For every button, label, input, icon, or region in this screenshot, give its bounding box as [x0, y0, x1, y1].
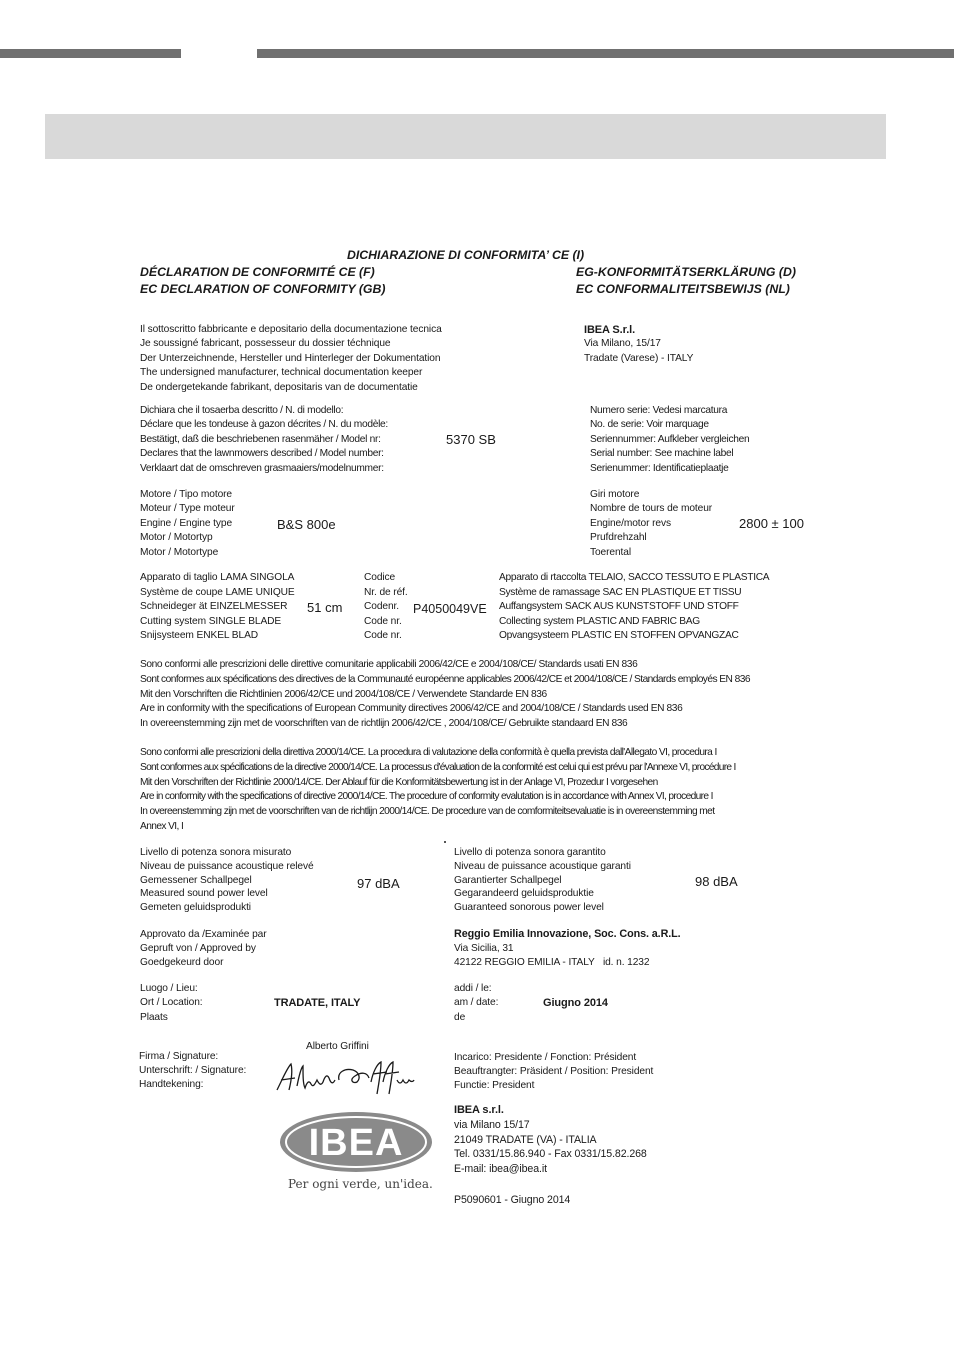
code-labels: Codice Nr. de réf. Codenr. Code nr. Code nr. — [364, 572, 408, 642]
separator-dot — [444, 841, 446, 843]
place-labels: Luogo / Lieu: Ort / Location: Plaats — [140, 983, 203, 1023]
directives-paragraph-1: Sono conformi alle prescrizioni delle direttive comunitarie applicabili 2006/42/CE e 2004/108/CE/ Standards usati EN 836 Sont conformes aux spécifications des directives de la Communauté européenne applicables 2006/42/CE et 2004/108/CE / Standards employés EN 836 Mit den Vorschriften die Richtlinien 2006/42/CE und 2004/108/CE / Verwendete Standarde EN 836 Are in conformity with the specifications of European Community directives 2006/42/CE and 2004/108/CE / Standards used EN 836 In overeenstemming zijn met de voorschriften van de richtlijn 2006/42/CE , 2004/108/CE/ Gebruikte standaard EN 836 — [140, 659, 750, 730]
footer-company: IBEA s.r.l. via Milano 15/17 21049 TRADATE (VA) - ITALIA Tel. 0331/15.86.940 - Fax 0331/15.82.268 E-mail: ibea@ibea.it — [454, 1104, 647, 1176]
date-labels: addi / le: am / date: de — [454, 983, 499, 1023]
handwritten-signature — [273, 1058, 415, 1098]
svg-text:IBEA: IBEA — [308, 1122, 404, 1164]
manufacturer-block: IBEA S.r.l. Via Milano, 15/17 Tradate (Varese) - ITALY — [584, 324, 694, 364]
header-band — [45, 114, 886, 159]
header-bar-left — [0, 49, 181, 58]
model-labels: Dichiara che il tosaerba descritto / N. di modello: Déclare que les tondeuse à gazon décrites / N. du modèle: Bestätigt, daß die beschriebenen rasenmäher / Model nr: Declares that the lawnmowers described / Model number: Verklaart dat de omschreven grasmaaiers/modelnummer: — [140, 405, 388, 474]
engine-labels: Motore / Tipo motore Moteur / Type moteur Engine / Engine type Motor / Motortyp Motor / Motortype — [140, 489, 235, 558]
place-value: TRADATE, ITALY — [274, 997, 361, 1009]
directives-paragraph-2: Sono conformi alle prescrizioni della direttiva 2000/14/CE. La procedura di valutazione della conformità è quella prevista dall'Allegato VI, procedura I Sont conformes aux spécifications de la directive 2000/14/CE. La processus d'évaluation de la conformité est celui qui est prévu par l'Annexe VI, procédure I Mit den Vorschriften der Richtlinie 2000/14/CE. Der Ablauf für die Konformitätsbewertung ist in der Anlage VI, Prozedur I vorgesehen Are in conformity with the specifications of directive 2000/14/CE. The procedure of conformity evalutation is in accordance with Annex VI, procedure I In overeenstemming zijn met de voorschriften van de richtlijn 2000/14/CE. De procedure van de comformiteitsevaluatie is in overeenstemming met Annex VI, I — [140, 747, 736, 832]
collecting-labels: Apparato di rtaccolta TELAIO, SACCO TESSUTO E PLASTICA Système de ramassage SAC EN PLASTIQUE ET TISSU Auffangsystem SACK AUS KUNSTSTOFF UND STOFF Collecting system PLASTIC AND FABRIC BAG Opvangsysteem PLASTIC EN STOFFEN OPVANGZAC — [499, 572, 770, 642]
title-gb: EC DECLARATION OF CONFORMITY (GB) — [140, 282, 386, 296]
document-reference: P5090601 - Giugno 2014 — [454, 1194, 571, 1206]
revs-labels: Giri motore Nombre de tours de moteur Engine/motor revs Prufdrehzahl Toerental — [590, 489, 713, 558]
title-de: EG-KONFORMITÄTSERKLÄRUNG (D) — [576, 265, 796, 279]
approved-labels: Approvato da /Examinée par Gepruft von / Approved by Goedgekeurd door — [140, 929, 267, 968]
cutting-value: 51 cm — [307, 600, 343, 615]
title-it: DICHIARAZIONE DI CONFORMITA’ CE (I) — [347, 248, 585, 262]
approver-block: Reggio Emilia Innovazione, Soc. Cons. a.R.L. Via Sicilia, 31 42122 REGGIO EMILIA - ITALY id. n. 1232 — [454, 928, 681, 968]
manufacturer-intro: Il sottoscritto fabbricante e depositario della documentazione tecnica Je soussigné fabricant, possesseur du dossier téchnique Der Unterzeichnende, Hersteller und Hinterleger der Dokumentation The undersigned manufacturer, technical documentation keeper De ondergetekande fabrikant, depositaris van de documentatie — [140, 324, 442, 393]
code-value: P4050049VE — [413, 602, 487, 616]
ibea-logo — [278, 1110, 434, 1174]
date-value: Giugno 2014 — [543, 997, 608, 1009]
measured-value: 97 dBA — [357, 876, 400, 891]
measured-labels: Livello di potenza sonora misurato Niveau de puissance acoustique relevé Gemessener Schallpegel Measured sound power level Gemeten geluidsprodukti — [140, 847, 314, 914]
model-value: 5370 SB — [446, 432, 496, 447]
cutting-labels: Apparato di taglio LAMA SINGOLA Système de coupe LAME UNIQUE Schneideger ät EINZELMESSER Cutting system SINGLE BLADE Snijsysteem ENKEL BLAD — [140, 572, 295, 642]
guaranteed-value: 98 dBA — [695, 874, 738, 889]
header-bar-right — [257, 49, 954, 58]
logo-tagline: Per ogni verde, un'idea. — [288, 1177, 433, 1191]
title-fr: DÉCLARATION DE CONFORMITÉ CE (F) — [140, 265, 375, 279]
serial-labels: Numero serie: Vedesi marcatura No. de serie: Voir marquage Seriennummer: Aufkleber vergleichen Serial number: See machine label Serienummer: Identificatieplaatje — [590, 405, 750, 474]
role-labels: Incarico: Presidente / Fonction: Président Beauftrangter: Präsident / Position: President Functie: President — [454, 1052, 654, 1091]
revs-value: 2800 ± 100 — [739, 516, 804, 531]
engine-value: B&S 800e — [277, 517, 336, 532]
guaranteed-labels: Livello di potenza sonora garantito Niveau de puissance acoustique garanti Garantierter Schallpegel Gegarandeerd geluidsproduktie Guaranteed sonorous power level — [454, 847, 631, 914]
signer-name: Alberto Griffini — [306, 1041, 369, 1052]
signature-labels: Firma / Signature: Unterschrift: / Signature: Handtekening: — [139, 1051, 247, 1090]
title-nl: EC CONFORMALITEITSBEWIJS (NL) — [576, 282, 790, 296]
